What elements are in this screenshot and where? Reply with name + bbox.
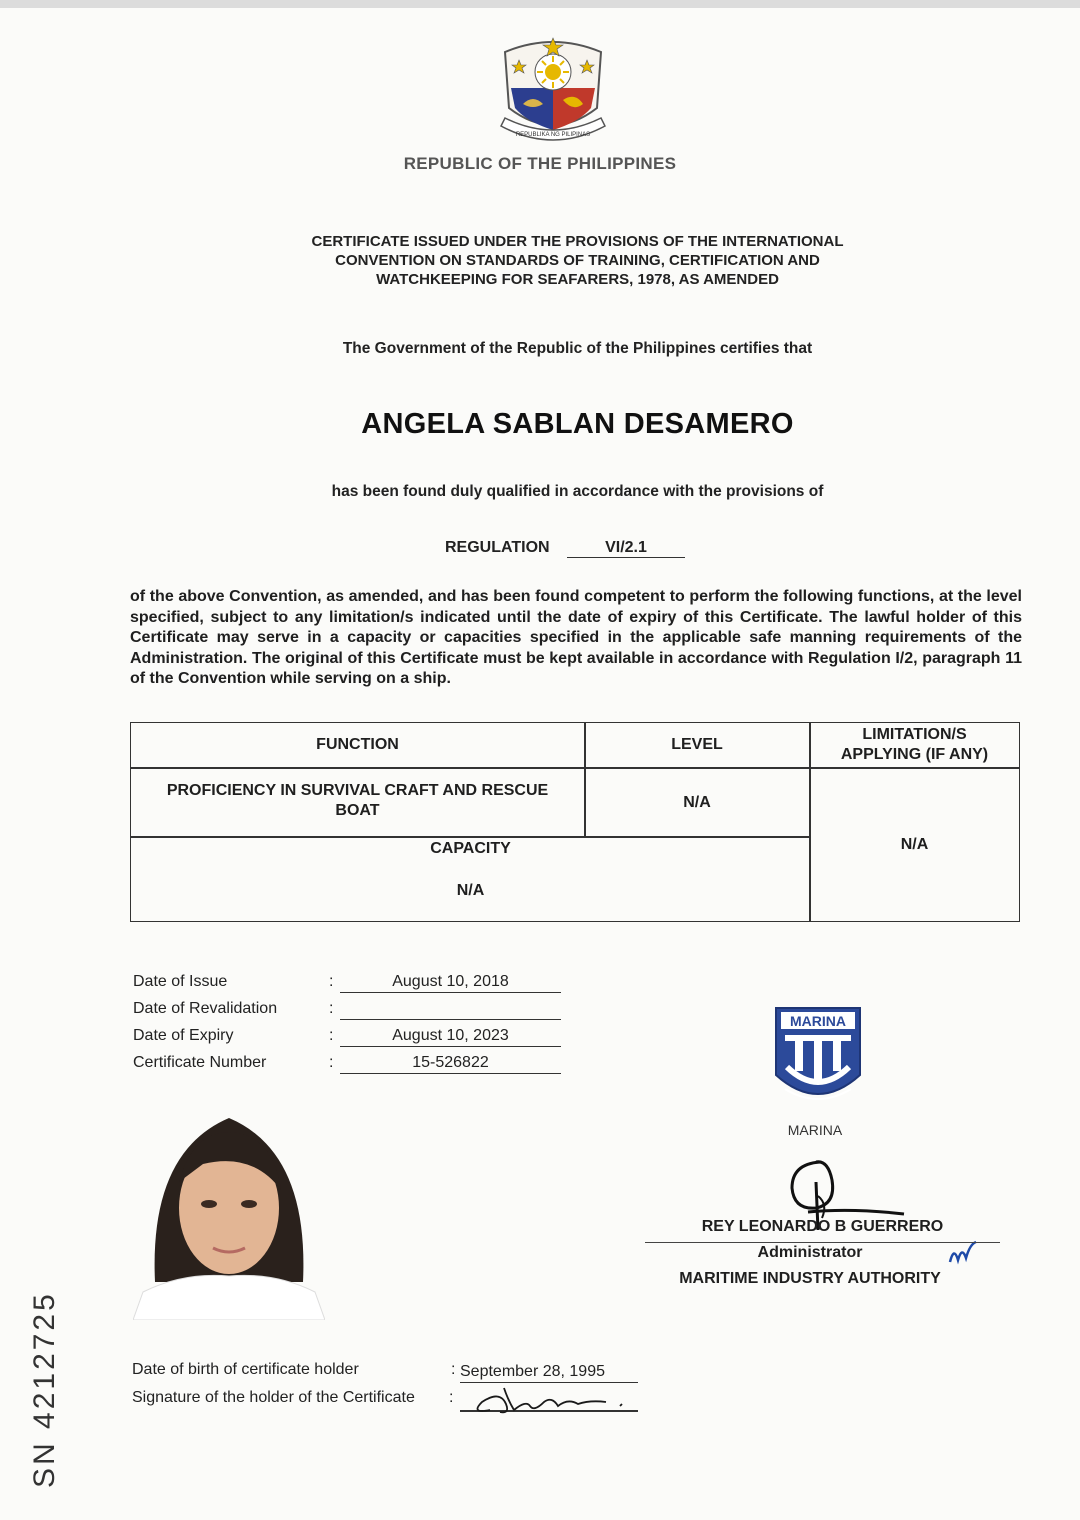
marina-caption: MARINA — [787, 1122, 843, 1138]
convention-line-3: WATCHKEEPING FOR SEAFARERS, 1978, AS AMENDED — [376, 271, 779, 288]
regulation-value: VI/2.1 — [567, 539, 685, 558]
svg-text:REPUBLIKA NG PILIPINAS: REPUBLIKA NG PILIPINAS — [515, 132, 591, 138]
table-divider — [131, 836, 810, 838]
convention-heading — [240, 232, 915, 289]
function-table — [130, 722, 1020, 922]
convention-line-1: CERTIFICATE ISSUED UNDER THE PROVISIONS OF THE INTERNATIONAL — [311, 233, 844, 250]
certificate-number-colon: : — [329, 1054, 334, 1071]
scan-top-strip — [0, 0, 1080, 8]
serial-number: SN 4212725 — [28, 1291, 61, 1488]
signatory-organization: MARITIME INDUSTRY AUTHORITY — [679, 1270, 941, 1287]
header-limitations — [810, 725, 1019, 765]
table-divider — [810, 767, 1019, 769]
header-level: LEVEL — [671, 736, 723, 753]
header-limitations-line-1: LIMITATION/S — [862, 726, 967, 743]
revalidation-date-value — [340, 999, 561, 1020]
country-title: REPUBLIC OF THE PHILIPPINES — [403, 154, 677, 173]
signatory-title: Administrator — [757, 1244, 863, 1261]
convention-line-2: CONVENTION ON STANDARDS OF TRAINING, CERTIFICATION AND — [335, 252, 820, 269]
function-value-line-1: PROFICIENCY IN SURVIVAL CRAFT AND RESCUE — [166, 782, 549, 799]
holder-signature-icon — [470, 1380, 630, 1418]
expiry-date-label: Date of Expiry — [133, 1027, 234, 1044]
holder-signature-label: Signature of the holder of the Certificate — [132, 1389, 415, 1406]
table-divider — [131, 767, 810, 769]
limitations-value: N/A — [900, 836, 929, 853]
capacity-label: CAPACITY — [430, 840, 511, 857]
certifies-statement: The Government of the Republic of the Philippines certifies that — [342, 340, 813, 357]
header-limitations-line-2: APPLYING (IF ANY) — [840, 746, 989, 763]
issue-date-colon: : — [329, 973, 334, 990]
capacity-value: N/A — [456, 882, 485, 899]
certificate-number-value: 15-526822 — [340, 1053, 561, 1074]
header-function: FUNCTION — [316, 736, 399, 753]
marina-anchor-shield-icon — [773, 1005, 863, 1113]
dob-value: September 28, 1995 — [460, 1361, 638, 1383]
marina-logo-text: MARINA — [790, 1013, 846, 1029]
holder-signature-colon: : — [449, 1389, 454, 1406]
philippine-coat-of-arms-icon — [497, 30, 609, 148]
competency-paragraph: of the above Convention, as amended, and has been found competent to perform the following functions, at the level specified, subject to any limitation/s indicated until the date of expiry of this Certificate. The lawful holder of this Certificate may serve in a capacity or capacities specified in the applicable safe manning requirements of the Administration. The original of this Certificate must be kept available in accordance with Regulation I/2, paragraph 11 of the Convention while serving on a ship. — [130, 588, 1022, 687]
issue-date-value: August 10, 2018 — [340, 972, 561, 993]
dob-label: Date of birth of certificate holder — [132, 1361, 359, 1378]
level-value: N/A — [683, 794, 711, 811]
holder-name: ANGELA SABLAN DESAMERO — [361, 408, 794, 440]
function-value — [131, 781, 584, 821]
signatory-name: REY LEONARDO B GUERRERO — [645, 1218, 1000, 1243]
revalidation-date-colon: : — [329, 1000, 334, 1017]
issue-date-label: Date of Issue — [133, 973, 228, 990]
expiry-date-colon: : — [329, 1027, 334, 1044]
holder-photo-icon — [133, 1112, 325, 1320]
regulation-label: REGULATION — [445, 539, 550, 556]
dob-colon: : — [451, 1361, 456, 1378]
function-value-line-2: BOAT — [335, 802, 380, 819]
expiry-date-value: August 10, 2023 — [340, 1026, 561, 1047]
certificate-number-label: Certificate Number — [133, 1054, 267, 1071]
revalidation-date-label: Date of Revalidation — [133, 1000, 278, 1017]
qualified-statement: has been found duly qualified in accordance with the provisions of — [331, 483, 824, 500]
